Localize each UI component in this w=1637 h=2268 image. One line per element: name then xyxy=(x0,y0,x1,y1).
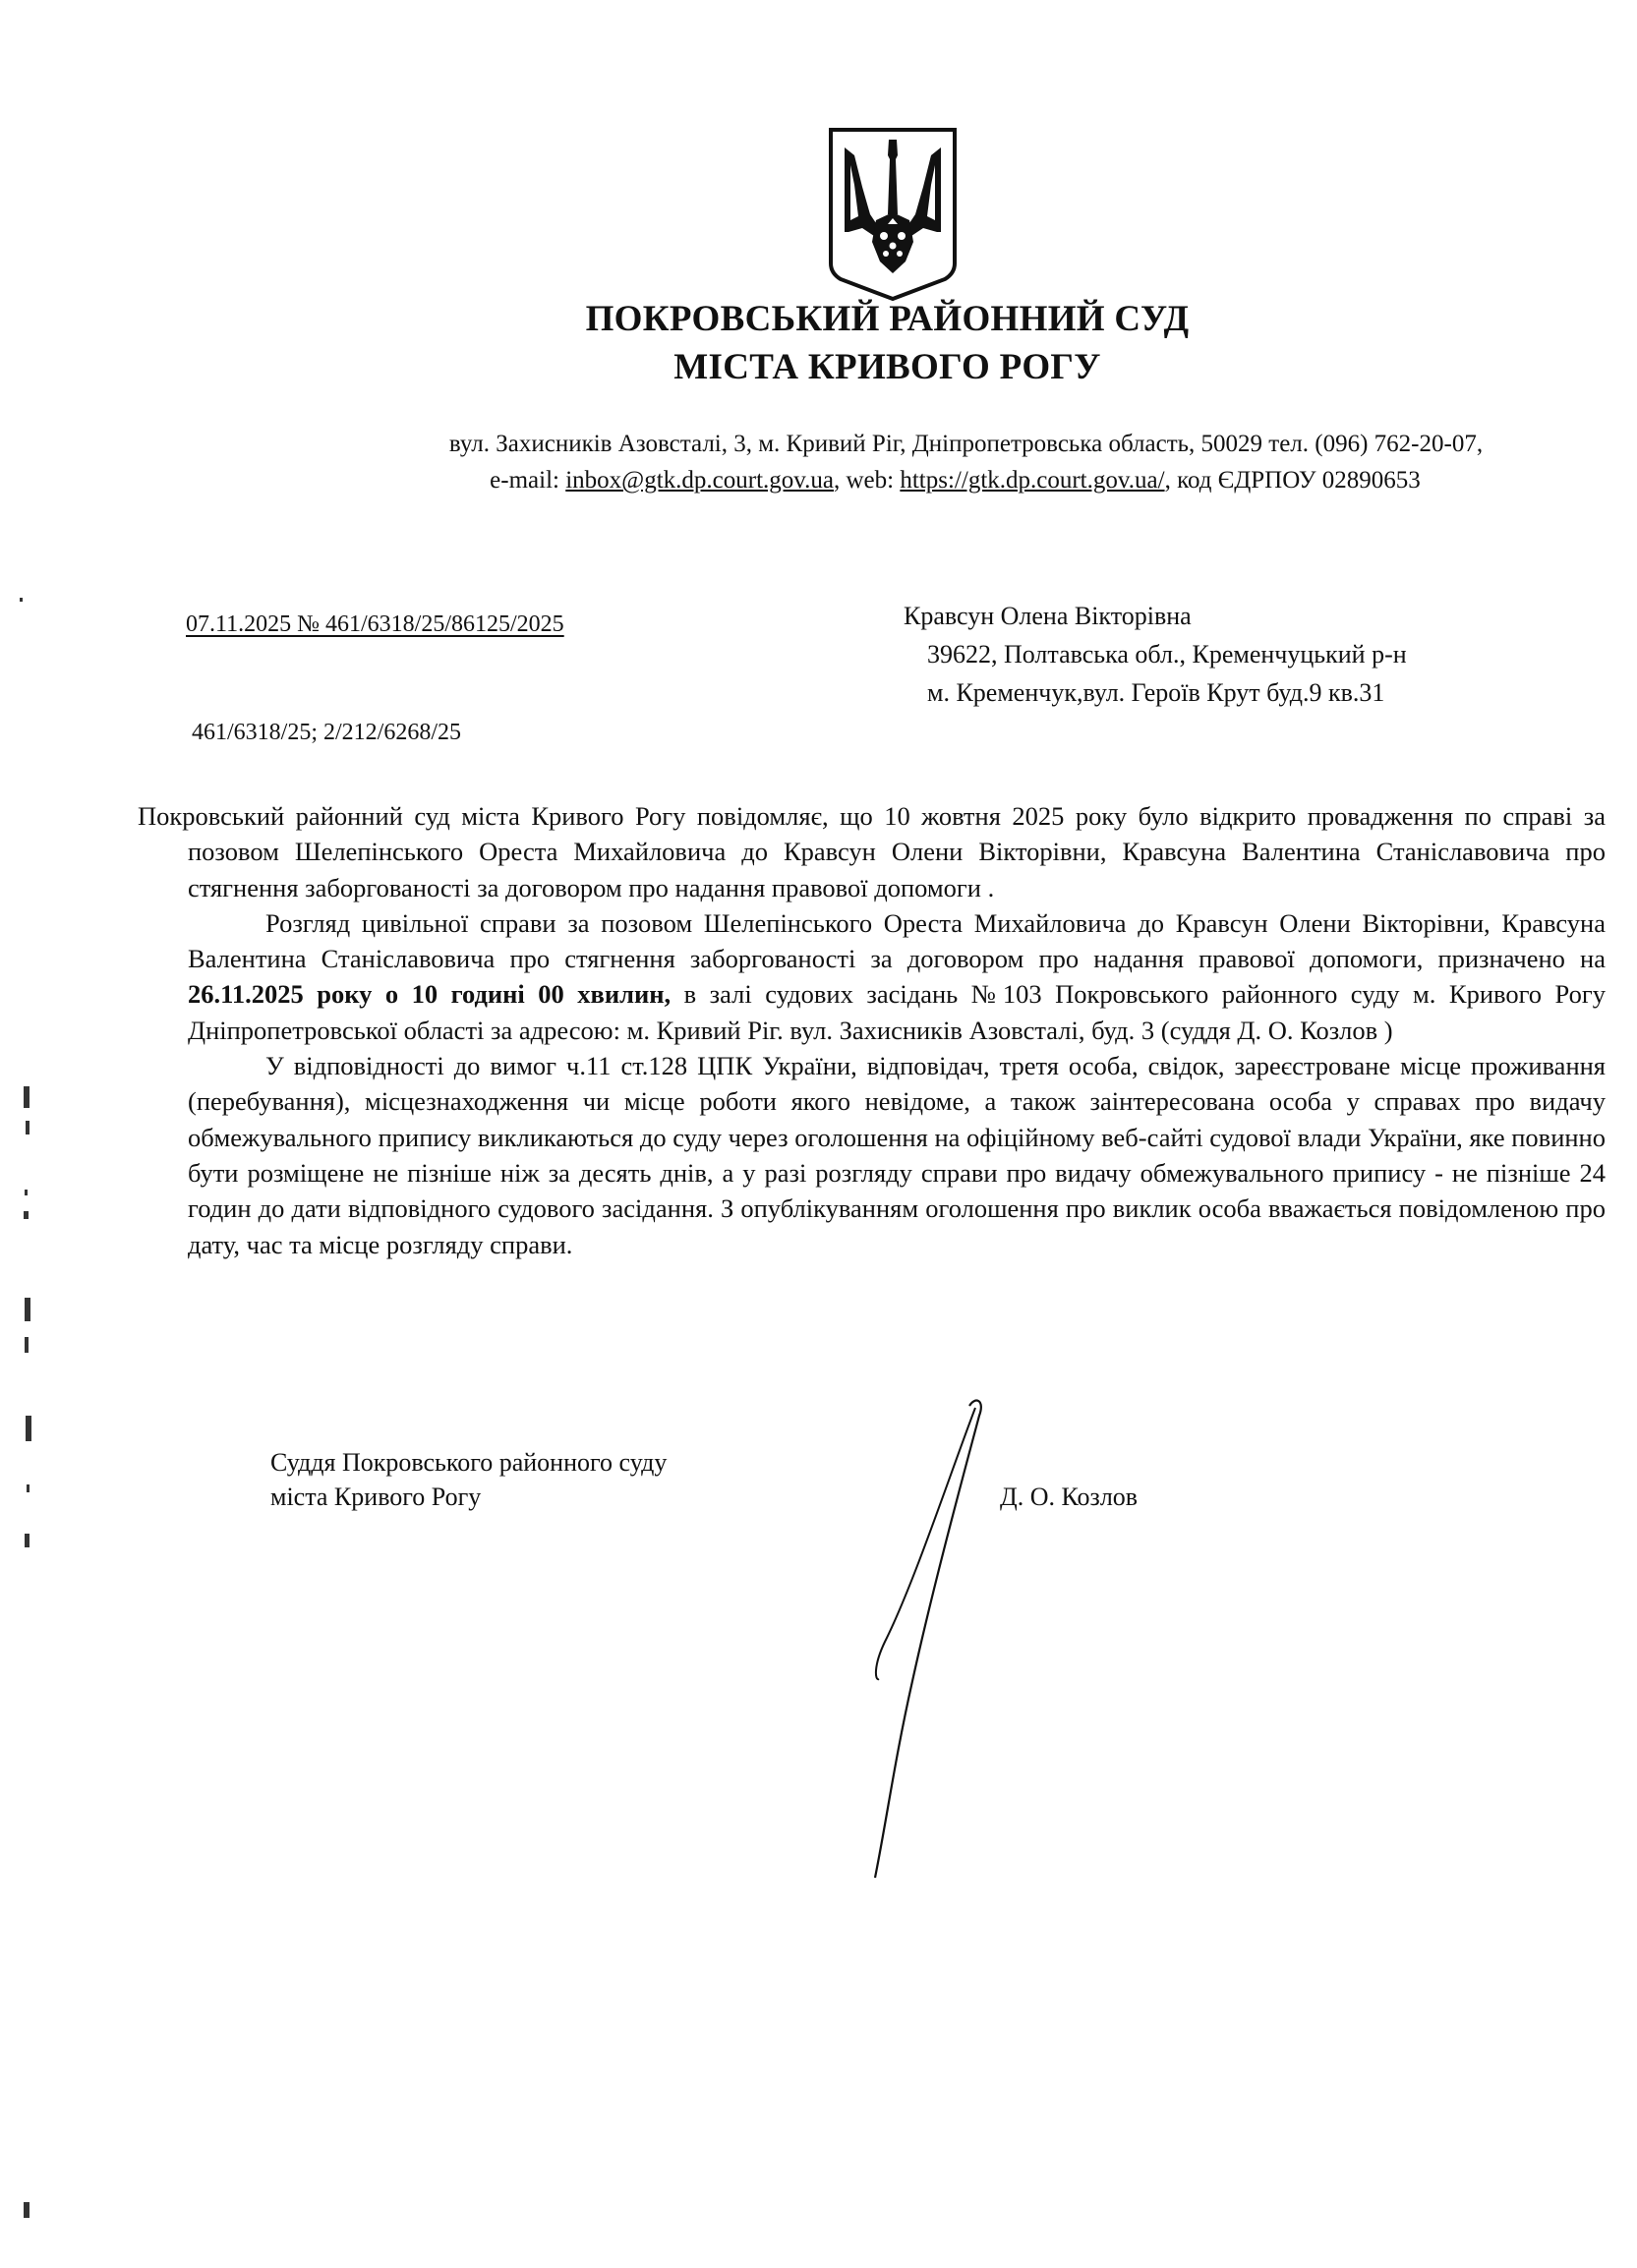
recipient-address-line1: 39622, Полтавська обл., Кременчуцький р-н xyxy=(927,640,1407,669)
case-numbers: 461/6318/25; 2/212/6268/25 xyxy=(192,720,462,745)
edrpou-code: , код ЄДРПОУ 02890653 xyxy=(1164,467,1421,494)
handwritten-signature-icon xyxy=(757,1386,1013,1897)
court-contacts-line xyxy=(0,467,1637,494)
web-label: , web: xyxy=(834,467,901,494)
judge-title-line1: Суддя Покровського районного суду xyxy=(270,1448,668,1477)
court-name-line2: МІСТА КРИВОГО РОГУ xyxy=(673,347,1101,387)
email-link[interactable]: inbox@gtk.dp.court.gov.ua xyxy=(565,467,834,494)
body-paragraph-2 xyxy=(138,905,1606,1048)
body-paragraph-1: Покровський районний суд міста Кривого Рогу повідомляє, що 10 жовтня 2025 року було відкрито провадження по справі за позовом Шелепінського Ореста Михайловича до Кравсун Олени Вікторівни, Кравсуна Валентина Станіславовича про стягнення заборгованості за договором про надання правової допомоги . xyxy=(138,801,1606,902)
email-label: e-mail: xyxy=(490,467,566,494)
judge-name: Д. О. Козлов xyxy=(1000,1483,1139,1511)
web-link[interactable]: https://gtk.dp.court.gov.ua/ xyxy=(900,467,1165,494)
court-address-line: вул. Захисників Азовсталі, 3, м. Кривий Ріг, Дніпропетровська область, 50029 тел. (096) 762-20-07, xyxy=(448,431,1484,457)
judge-title-line2: міста Кривого Рогу xyxy=(270,1483,482,1511)
hearing-datetime: 26.11.2025 року о 10 годині 00 хвилин, xyxy=(188,979,672,1010)
notice-body xyxy=(138,798,1606,1262)
recipient-address-line2: м. Кременчук,вул. Героїв Крут буд.9 кв.31 xyxy=(927,678,1385,707)
court-name-line1: ПОКРОВСЬКИЙ РАЙОННИЙ СУД xyxy=(585,299,1190,339)
judge-title xyxy=(270,1445,667,1514)
paragraph2-text-start: Розгляд цивільної справи за позовом Шелепінського Ореста Михайловича до Кравсун Олени Вікторівни, Кравсуна Валентина Станіславовича про стягнення заборгованості за договором про надання правової допомоги, призначено на xyxy=(188,907,1606,974)
paragraph2-text-end: в залі судових засідань №103 Покровського районного суду м. Кривого Рогу Дніпропетровської області за адресою: м. Кривий Ріг. вул. Захисників Азовсталі, буд. 3 (суддя Д. О. Козлов ) xyxy=(188,979,1606,1045)
recipient-name: Кравсун Олена Вікторівна xyxy=(904,602,1192,630)
body-paragraph-3: У відповідності до вимог ч.11 ст.128 ЦПК України, відповідач, третя особа, свідок, зареєстроване місце проживання (перебування), місцезнаходження чи місце роботи якого невідоме, а також заінтересована особа у справах про видачу обмежувального припису викликаються до суду через оголошення на офіційному веб-сайті судової влади України, яке повинно бути розміщене не пізніше ніж за десять днів, а у разі розгляду справи про видачу обмежувального припису - не пізніше 24 годин до дати відповідного судового засідання. З опублікуванням оголошення про виклик особа вважається повідомленою про дату, час та місце розгляду справи. xyxy=(188,1051,1606,1259)
trident-coat-of-arms-icon xyxy=(827,126,959,301)
outgoing-date-number: 07.11.2025 № 461/6318/25/86125/2025 xyxy=(186,611,564,637)
